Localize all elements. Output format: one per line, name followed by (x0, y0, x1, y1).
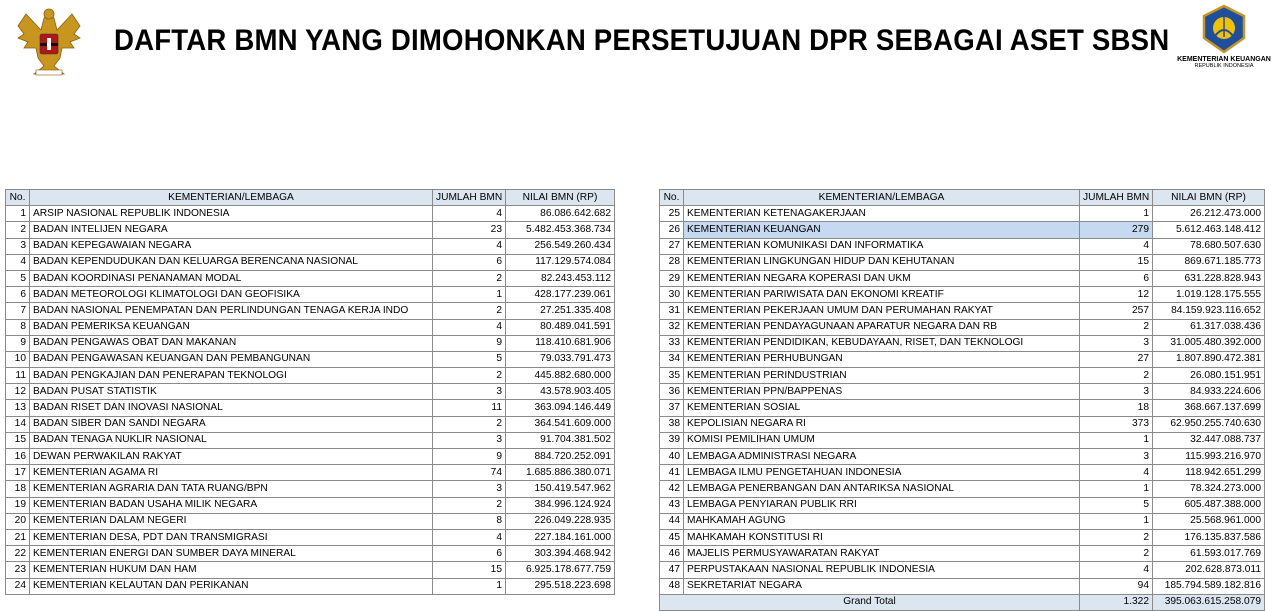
cell-no: 24 (6, 578, 30, 594)
cell-no: 41 (660, 465, 684, 481)
cell-jumlah: 2 (1080, 546, 1153, 562)
cell-jumlah: 15 (433, 562, 506, 578)
cell-kementerian: BADAN KEPEGAWAIAN NEGARA (30, 238, 433, 254)
cell-nilai: 82.243.453.112 (506, 270, 615, 286)
cell-kementerian: KEMENTERIAN PENDIDIKAN, KEBUDAYAAN, RISET, DAN TEKNOLOGI (684, 335, 1080, 351)
cell-kementerian: KEMENTERIAN PEKERJAAN UMUM DAN PERUMAHAN RAKYAT (684, 303, 1080, 319)
cell-no: 35 (660, 368, 684, 384)
cell-no: 7 (6, 303, 30, 319)
cell-no: 27 (660, 238, 684, 254)
table-row (660, 562, 1265, 578)
cell-nilai: 61.317.038.436 (1153, 319, 1265, 335)
table-row (6, 513, 615, 529)
cell-no: 40 (660, 449, 684, 465)
cell-jumlah: 9 (433, 335, 506, 351)
cell-kementerian: KEMENTERIAN HUKUM DAN HAM (30, 562, 433, 578)
table-row (6, 562, 615, 578)
cell-jumlah: 4 (433, 529, 506, 545)
cell-no: 43 (660, 497, 684, 513)
table-row (660, 513, 1265, 529)
cell-kementerian: SEKRETARIAT NEGARA (684, 578, 1080, 594)
cell-nilai: 84.159.923.116.652 (1153, 303, 1265, 319)
cell-nilai: 428.177.239.061 (506, 287, 615, 303)
cell-no: 23 (6, 562, 30, 578)
cell-nilai: 202.628.873.011 (1153, 562, 1265, 578)
cell-nilai: 32.447.088.737 (1153, 432, 1265, 448)
cell-jumlah: 2 (433, 270, 506, 286)
cell-no: 47 (660, 562, 684, 578)
cell-jumlah: 257 (1080, 303, 1153, 319)
cell-nilai: 79.033.791.473 (506, 351, 615, 367)
table-row (6, 400, 615, 416)
cell-kementerian: LEMBAGA ADMINISTRASI NEGARA (684, 449, 1080, 465)
page-title: DAFTAR BMN YANG DIMOHONKAN PERSETUJUAN DPR SEBAGAI ASET SBSN (114, 24, 1170, 57)
table-row (6, 481, 615, 497)
cell-jumlah: 4 (433, 238, 506, 254)
cell-kementerian: KEMENTERIAN ENERGI DAN SUMBER DAYA MINERAL (30, 546, 433, 562)
cell-no: 10 (6, 351, 30, 367)
cell-jumlah: 1 (1080, 481, 1153, 497)
cell-no: 11 (6, 368, 30, 384)
col-kementerian: KEMENTERIAN/LEMBAGA (684, 190, 1080, 206)
cell-no: 1 (6, 206, 30, 222)
cell-jumlah: 6 (433, 254, 506, 270)
col-no: No. (6, 190, 30, 206)
cell-nilai: 150.419.547.962 (506, 481, 615, 497)
cell-no: 18 (6, 481, 30, 497)
garuda-emblem-icon (14, 4, 84, 78)
table-row (660, 384, 1265, 400)
col-no: No. (660, 190, 684, 206)
table-row (660, 529, 1265, 545)
cell-nilai: 1.807.890.472.381 (1153, 351, 1265, 367)
table-row (660, 497, 1265, 513)
cell-no: 42 (660, 481, 684, 497)
cell-no: 14 (6, 416, 30, 432)
cell-nilai: 605.487.388.000 (1153, 497, 1265, 513)
cell-no: 3 (6, 238, 30, 254)
cell-jumlah: 2 (433, 368, 506, 384)
table-row (660, 368, 1265, 384)
cell-no: 30 (660, 287, 684, 303)
cell-no: 38 (660, 416, 684, 432)
cell-kementerian: MAHKAMAH KONSTITUSI RI (684, 529, 1080, 545)
table-row (6, 206, 615, 222)
table-row (6, 578, 615, 594)
cell-jumlah: 15 (1080, 254, 1153, 270)
cell-no: 46 (660, 546, 684, 562)
cell-no: 29 (660, 270, 684, 286)
cell-no: 33 (660, 335, 684, 351)
cell-no: 37 (660, 400, 684, 416)
cell-no: 4 (6, 254, 30, 270)
cell-nilai: 118.410.681.906 (506, 335, 615, 351)
cell-no: 26 (660, 222, 684, 238)
cell-no: 28 (660, 254, 684, 270)
cell-jumlah: 4 (1080, 238, 1153, 254)
cell-nilai: 295.518.223.698 (506, 578, 615, 594)
cell-kementerian: KEMENTERIAN AGAMA RI (30, 465, 433, 481)
col-nilai: NILAI BMN (RP) (506, 190, 615, 206)
table-row (660, 546, 1265, 562)
cell-kementerian: KEMENTERIAN KOMUNIKASI DAN INFORMATIKA (684, 238, 1080, 254)
cell-kementerian: KEMENTERIAN PERHUBUNGAN (684, 351, 1080, 367)
cell-kementerian: BADAN SIBER DAN SANDI NEGARA (30, 416, 433, 432)
cell-nilai: 869.671.185.773 (1153, 254, 1265, 270)
cell-jumlah: 11 (433, 400, 506, 416)
cell-jumlah: 4 (433, 206, 506, 222)
kemenkeu-logo (1172, 4, 1276, 76)
cell-jumlah: 373 (1080, 416, 1153, 432)
cell-jumlah: 5 (433, 351, 506, 367)
kemenkeu-emblem-icon (1199, 4, 1249, 54)
cell-kementerian: ARSIP NASIONAL REPUBLIK INDONESIA (30, 206, 433, 222)
cell-jumlah: 1 (1080, 432, 1153, 448)
cell-nilai: 5.612.463.148.412 (1153, 222, 1265, 238)
cell-kementerian: KEMENTERIAN DESA, PDT DAN TRANSMIGRASI (30, 529, 433, 545)
table-row (660, 416, 1265, 432)
cell-no: 44 (660, 513, 684, 529)
cell-kementerian: BADAN PEMERIKSA KEUANGAN (30, 319, 433, 335)
cell-kementerian: BADAN NASIONAL PENEMPATAN DAN PERLINDUNGAN TENAGA KERJA INDO (30, 303, 433, 319)
cell-nilai: 86.086.642.682 (506, 206, 615, 222)
table-row (6, 529, 615, 545)
cell-nilai: 6.925.178.677.759 (506, 562, 615, 578)
cell-jumlah: 1 (433, 578, 506, 594)
cell-kementerian: KEMENTERIAN PENDAYAGUNAAN APARATUR NEGARA DAN RB (684, 319, 1080, 335)
col-jumlah: JUMLAH BMN (433, 190, 506, 206)
table-row (660, 432, 1265, 448)
table-row (660, 465, 1265, 481)
cell-nilai: 78.680.507.630 (1153, 238, 1265, 254)
table-row (660, 206, 1265, 222)
cell-nilai: 43.578.903.405 (506, 384, 615, 400)
table-row (660, 481, 1265, 497)
cell-nilai: 227.184.161.000 (506, 529, 615, 545)
cell-nilai: 226.049.228.935 (506, 513, 615, 529)
cell-kementerian: LEMBAGA PENERBANGAN DAN ANTARIKSA NASIONAL (684, 481, 1080, 497)
table-row (660, 335, 1265, 351)
cell-jumlah: 6 (433, 546, 506, 562)
cell-jumlah: 3 (433, 384, 506, 400)
col-nilai: NILAI BMN (RP) (1153, 190, 1265, 206)
cell-nilai: 61.593.017.769 (1153, 546, 1265, 562)
table-row (660, 578, 1265, 594)
cell-jumlah: 3 (1080, 449, 1153, 465)
table-row (6, 416, 615, 432)
table-row (660, 319, 1265, 335)
cell-nilai: 5.482.453.368.734 (506, 222, 615, 238)
table-row (6, 368, 615, 384)
cell-kementerian: BADAN METEOROLOGI KLIMATOLOGI DAN GEOFISIKA (30, 287, 433, 303)
cell-kementerian: BADAN TENAGA NUKLIR NASIONAL (30, 432, 433, 448)
table-row (660, 287, 1265, 303)
cell-nilai: 368.667.137.699 (1153, 400, 1265, 416)
cell-jumlah: 2 (433, 303, 506, 319)
cell-no: 6 (6, 287, 30, 303)
cell-nilai: 256.549.260.434 (506, 238, 615, 254)
cell-nilai: 27.251.335.408 (506, 303, 615, 319)
grand-total-jumlah: 1.322 (1080, 594, 1153, 610)
cell-kementerian: KOMISI PEMILIHAN UMUM (684, 432, 1080, 448)
cell-no: 19 (6, 497, 30, 513)
cell-jumlah: 9 (433, 449, 506, 465)
cell-jumlah: 12 (1080, 287, 1153, 303)
cell-jumlah: 94 (1080, 578, 1153, 594)
cell-no: 20 (6, 513, 30, 529)
cell-kementerian: BADAN INTELIJEN NEGARA (30, 222, 433, 238)
cell-jumlah: 8 (433, 513, 506, 529)
cell-no: 17 (6, 465, 30, 481)
table-row (6, 303, 615, 319)
cell-no: 12 (6, 384, 30, 400)
cell-no: 45 (660, 529, 684, 545)
table-row (6, 319, 615, 335)
cell-jumlah: 1 (433, 287, 506, 303)
logo-title: KEMENTERIAN KEUANGAN (1177, 56, 1271, 63)
logo-subtitle: REPUBLIK INDONESIA (1194, 63, 1254, 69)
cell-jumlah: 1 (1080, 513, 1153, 529)
table-row (6, 287, 615, 303)
cell-jumlah: 2 (1080, 529, 1153, 545)
cell-nilai: 80.489.041.591 (506, 319, 615, 335)
cell-kementerian: BADAN RISET DAN INOVASI NASIONAL (30, 400, 433, 416)
cell-kementerian: KEMENTERIAN DALAM NEGERI (30, 513, 433, 529)
grand-total-row (660, 594, 1265, 610)
cell-nilai: 884.720.252.091 (506, 449, 615, 465)
cell-kementerian: MAJELIS PERMUSYAWARATAN RAKYAT (684, 546, 1080, 562)
cell-no: 5 (6, 270, 30, 286)
table-row (6, 546, 615, 562)
cell-no: 22 (6, 546, 30, 562)
cell-nilai: 31.005.480.392.000 (1153, 335, 1265, 351)
cell-jumlah: 27 (1080, 351, 1153, 367)
cell-nilai: 84.933.224.606 (1153, 384, 1265, 400)
cell-nilai: 1.019.128.175.555 (1153, 287, 1265, 303)
cell-no: 15 (6, 432, 30, 448)
cell-kementerian: BADAN PENGKAJIAN DAN PENERAPAN TEKNOLOGI (30, 368, 433, 384)
cell-kementerian: BADAN PENGAWAS OBAT DAN MAKANAN (30, 335, 433, 351)
cell-jumlah: 279 (1080, 222, 1153, 238)
table-row (660, 270, 1265, 286)
cell-kementerian: KEMENTERIAN LINGKUNGAN HIDUP DAN KEHUTANAN (684, 254, 1080, 270)
cell-jumlah: 3 (433, 481, 506, 497)
cell-no: 25 (660, 206, 684, 222)
cell-nilai: 26.080.151.951 (1153, 368, 1265, 384)
cell-no: 13 (6, 400, 30, 416)
cell-no: 31 (660, 303, 684, 319)
table-row (660, 303, 1265, 319)
cell-jumlah: 4 (433, 319, 506, 335)
cell-no: 36 (660, 384, 684, 400)
bmn-table-left (5, 189, 615, 595)
cell-jumlah: 74 (433, 465, 506, 481)
cell-jumlah: 3 (433, 432, 506, 448)
table-row (6, 270, 615, 286)
cell-jumlah: 6 (1080, 270, 1153, 286)
table-row (6, 351, 615, 367)
cell-jumlah: 23 (433, 222, 506, 238)
cell-nilai: 631.228.828.943 (1153, 270, 1265, 286)
cell-nilai: 26.212.473.000 (1153, 206, 1265, 222)
cell-no: 21 (6, 529, 30, 545)
cell-kementerian: KEMENTERIAN SOSIAL (684, 400, 1080, 416)
cell-kementerian: PERPUSTAKAAN NASIONAL REPUBLIK INDONESIA (684, 562, 1080, 578)
table-row (6, 497, 615, 513)
table-row (660, 222, 1265, 238)
cell-no: 34 (660, 351, 684, 367)
table-row (660, 351, 1265, 367)
cell-jumlah: 4 (1080, 562, 1153, 578)
cell-nilai: 384.996.124.924 (506, 497, 615, 513)
cell-jumlah: 2 (1080, 368, 1153, 384)
cell-kementerian: BADAN PUSAT STATISTIK (30, 384, 433, 400)
cell-kementerian: KEPOLISIAN NEGARA RI (684, 416, 1080, 432)
cell-kementerian: KEMENTERIAN AGRARIA DAN TATA RUANG/BPN (30, 481, 433, 497)
cell-nilai: 118.942.651.299 (1153, 465, 1265, 481)
cell-nilai: 25.568.961.000 (1153, 513, 1265, 529)
cell-kementerian: KEMENTERIAN BADAN USAHA MILIK NEGARA (30, 497, 433, 513)
cell-kementerian: KEMENTERIAN NEGARA KOPERASI DAN UKM (684, 270, 1080, 286)
table-row (660, 449, 1265, 465)
table-row (660, 238, 1265, 254)
cell-nilai: 176.135.837.586 (1153, 529, 1265, 545)
cell-jumlah: 2 (433, 497, 506, 513)
cell-no: 32 (660, 319, 684, 335)
grand-total-label: Grand Total (660, 594, 1080, 610)
cell-no: 9 (6, 335, 30, 351)
cell-kementerian: BADAN KOORDINASI PENANAMAN MODAL (30, 270, 433, 286)
cell-no: 2 (6, 222, 30, 238)
cell-nilai: 445.882.680.000 (506, 368, 615, 384)
cell-no: 48 (660, 578, 684, 594)
cell-kementerian: BADAN KEPENDUDUKAN DAN KELUARGA BERENCANA NASIONAL (30, 254, 433, 270)
cell-nilai: 363.094.146.449 (506, 400, 615, 416)
grand-total-nilai: 395.063.615.258.079 (1153, 594, 1265, 610)
cell-kementerian: KEMENTERIAN KEUANGAN (684, 222, 1080, 238)
table-row (6, 335, 615, 351)
col-jumlah: JUMLAH BMN (1080, 190, 1153, 206)
cell-nilai: 303.394.468.942 (506, 546, 615, 562)
cell-kementerian: BADAN PENGAWASAN KEUANGAN DAN PEMBANGUNAN (30, 351, 433, 367)
table-row (6, 222, 615, 238)
cell-kementerian: MAHKAMAH AGUNG (684, 513, 1080, 529)
cell-nilai: 1.685.886.380.071 (506, 465, 615, 481)
cell-kementerian: KEMENTERIAN PARIWISATA DAN EKONOMI KREATIF (684, 287, 1080, 303)
cell-nilai: 78.324.273.000 (1153, 481, 1265, 497)
cell-jumlah: 4 (1080, 465, 1153, 481)
cell-jumlah: 3 (1080, 384, 1153, 400)
table-row (6, 432, 615, 448)
cell-kementerian: KEMENTERIAN PERINDUSTRIAN (684, 368, 1080, 384)
table-row (6, 254, 615, 270)
cell-jumlah: 2 (433, 416, 506, 432)
cell-jumlah: 1 (1080, 206, 1153, 222)
cell-kementerian: KEMENTERIAN KETENAGAKERJAAN (684, 206, 1080, 222)
cell-nilai: 117.129.574.084 (506, 254, 615, 270)
cell-jumlah: 3 (1080, 335, 1153, 351)
cell-kementerian: KEMENTERIAN KELAUTAN DAN PERIKANAN (30, 578, 433, 594)
table-row (6, 238, 615, 254)
cell-no: 16 (6, 449, 30, 465)
cell-jumlah: 18 (1080, 400, 1153, 416)
table-row (660, 400, 1265, 416)
cell-nilai: 91.704.381.502 (506, 432, 615, 448)
cell-nilai: 115.993.216.970 (1153, 449, 1265, 465)
cell-kementerian: KEMENTERIAN PPN/BAPPENAS (684, 384, 1080, 400)
table-row (6, 465, 615, 481)
cell-nilai: 185.794.589.182.816 (1153, 578, 1265, 594)
cell-kementerian: LEMBAGA PENYIARAN PUBLIK RRI (684, 497, 1080, 513)
cell-jumlah: 2 (1080, 319, 1153, 335)
cell-no: 39 (660, 432, 684, 448)
cell-no: 8 (6, 319, 30, 335)
cell-kementerian: DEWAN PERWAKILAN RAKYAT (30, 449, 433, 465)
cell-kementerian: LEMBAGA ILMU PENGETAHUAN INDONESIA (684, 465, 1080, 481)
table-row (6, 449, 615, 465)
table-row (660, 254, 1265, 270)
table-row (6, 384, 615, 400)
cell-jumlah: 5 (1080, 497, 1153, 513)
cell-nilai: 364.541.609.000 (506, 416, 615, 432)
cell-nilai: 62.950.255.740.630 (1153, 416, 1265, 432)
col-kementerian: KEMENTERIAN/LEMBAGA (30, 190, 433, 206)
bmn-table-right (659, 189, 1265, 611)
